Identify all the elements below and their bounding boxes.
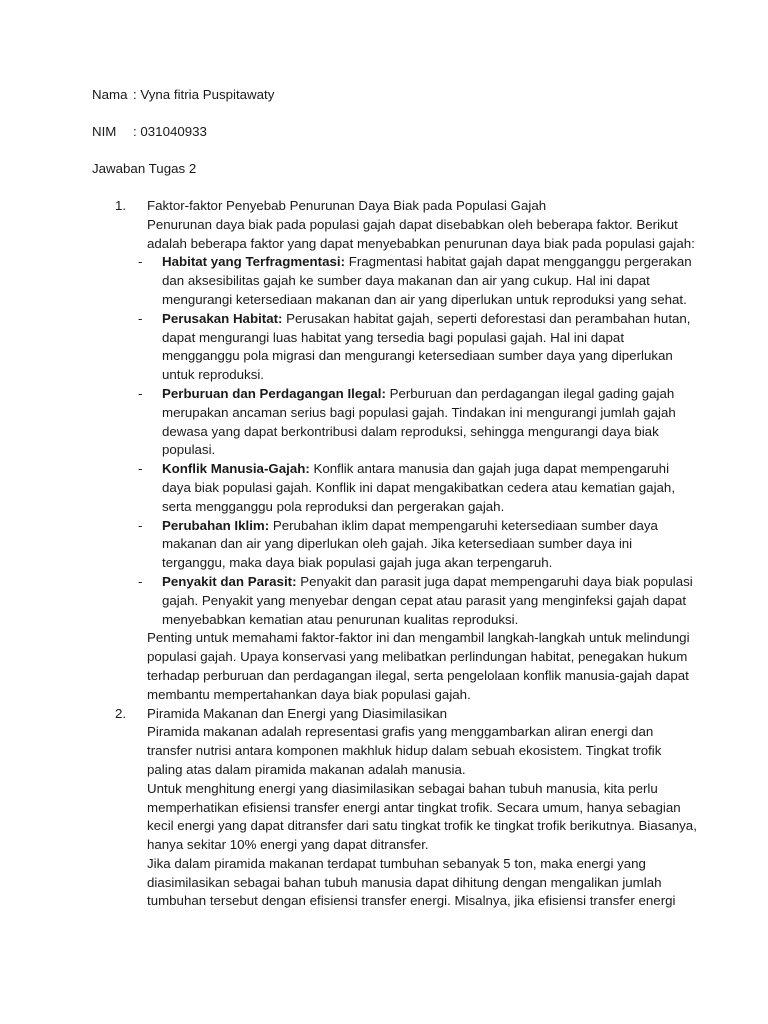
question-1-closing: Penting untuk memahami faktor-faktor ini dan mengambil langkah-langkah untuk melindungi populasi gajah. Upaya konservasi yang melibatkan perlindungan habitat, penegakan hukum terhadap perburuan dan perdagangan ilegal, serta pengelolaan konflik manusia-gajah dapat membantu mempertahankan daya biak populasi gajah. [147, 630, 690, 702]
bullet-text: Perubahan iklim dapat mempengaruhi ketersediaan sumber daya makanan dan air yang diperlukan oleh gajah. Jika ketersediaan sumber daya ini terganggu, maka daya biak populasi gajah juga akan terpengaruh. [162, 517, 658, 571]
factor-list [92, 253, 698, 629]
document-title: Jawaban Tugas 2 [92, 161, 197, 176]
nim-line [92, 123, 698, 142]
name-line [92, 86, 698, 105]
list-item [92, 385, 698, 460]
question-2-number: 2. [115, 705, 127, 721]
name-value: : Vyna fitria Puspitawaty [133, 87, 275, 102]
question-1-intro: Penurunan daya biak pada populasi gajah dapat disebabkan oleh beberapa faktor. Berikut adalah beberapa faktor yang dapat menyebabkan penurunan daya biak pada populasi gajah: [147, 216, 695, 251]
list-item [92, 517, 698, 573]
question-2-paragraph-1: Piramida makanan adalah representasi grafis yang menggambarkan aliran energi dan transfer nutrisi antara komponen makhluk hidup dalam sebuah ekosistem. Tingkat trofik paling atas dalam piramida makanan adalah manusia. [147, 724, 662, 777]
bullet-term: Perubahan Iklim: [162, 517, 270, 533]
bullet-dash: - [138, 461, 143, 477]
question-1 [92, 197, 698, 253]
bullet-dash: - [138, 573, 143, 589]
bullet-term: Perburuan dan Perdagangan Ilegal: [162, 385, 386, 401]
bullet-term: Konflik Manusia-Gajah: [162, 461, 310, 477]
bullet-text: Konflik antara manusia dan gajah juga dapat mempengaruhi daya biak populasi gajah. Konflik ini dapat mengakibatkan cedera atau kematian gajah, serta mengganggu pola reproduksi dan pergerakan gajah. [162, 461, 676, 514]
bullet-text: Perburuan dan perdagangan ilegal gading gajah merupakan ancaman serius bagi populasi gajah. Tindakan ini mengurangi jumlah gajah dewasa yang dapat berkontribusi dalam reproduksi, sehingga mengurangi daya biak populasi. [162, 385, 676, 458]
nim-label: NIM [92, 124, 117, 139]
bullet-term: Perusakan Habitat: [162, 310, 283, 326]
bullet-term: Penyakit dan Parasit: [162, 573, 297, 589]
bullet-text: Penyakit dan parasit juga dapat mempengaruhi daya biak populasi gajah. Penyakit yang menyebar dengan cepat atau parasit yang menginfeksi gajah dapat menyebabkan kematian atau penurunan kualitas reproduksi. [162, 573, 693, 627]
list-item [92, 460, 698, 516]
nim-value: : 031040933 [133, 124, 207, 139]
question-1-heading: Faktor-faktor Penyebab Penurunan Daya Biak pada Populasi Gajah [147, 198, 547, 213]
question-2-heading: Piramida Makanan dan Energi yang Diasimilasikan [147, 705, 448, 721]
list-item [92, 573, 698, 629]
question-2 [92, 705, 698, 912]
name-label: Nama [92, 87, 128, 102]
bullet-dash: - [138, 310, 143, 326]
bullet-dash: - [138, 254, 143, 270]
bullet-dash: - [138, 385, 143, 401]
bullet-term: Habitat yang Terfragmentasi: [162, 254, 345, 270]
list-item [92, 253, 698, 309]
question-1-closing-block [92, 629, 698, 704]
bullet-text: Fragmentasi habitat gajah dapat mengganggu pergerakan dan aksesibilitas gajah ke sumber daya makanan dan air yang cukup. Hal ini dapat mengurangi ketersediaan makanan dan air yang diperlukan untuk reproduksi yang sehat. [162, 254, 692, 307]
question-2-paragraph-2: Untuk menghitung energi yang diasimilasikan sebagai bahan tubuh manusia, kita perlu memperhatikan efisiensi transfer energi antar tingkat trofik. Secara umum, hanya sebagian kecil energi yang dapat ditransfer dari satu tingkat trofik ke tingkat trofik berikutnya. Biasanya, hanya sekitar 10% energi yang dapat ditransfer. [147, 780, 697, 853]
list-item [92, 310, 698, 385]
question-1-number: 1. [115, 198, 127, 213]
bullet-text: Perusakan habitat gajah, seperti deforestasi dan perambahan hutan, dapat mengurangi luas habitat yang tersedia bagi populasi gajah. Hal ini dapat mengganggu pola migrasi dan mengurangi ketersediaan sumber daya yang diperlukan untuk reproduksi. [162, 310, 691, 383]
bullet-dash: - [138, 517, 143, 533]
question-2-paragraph-3: Jika dalam piramida makanan terdapat tumbuhan sebanyak 5 ton, maka energi yang diasimilasikan sebagai bahan tubuh manusia dapat dihitung dengan mengalikan jumlah tumbuhan tersebut dengan efisiensi transfer energi. Misalnya, jika efisiensi transfer energi [147, 855, 676, 909]
